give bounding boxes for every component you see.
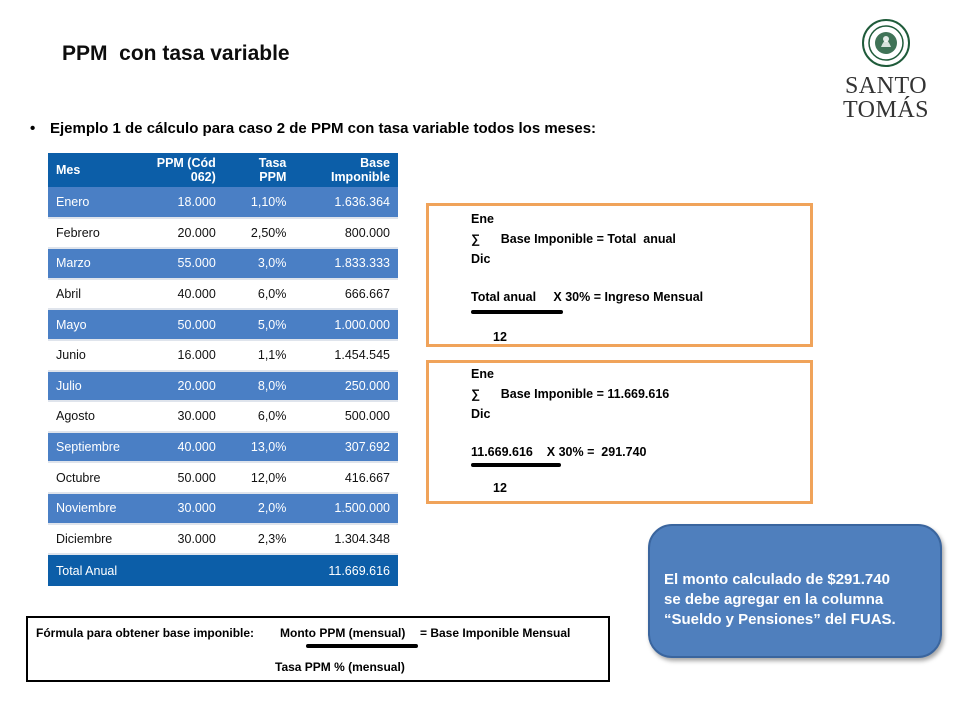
cell-ppm: 30.000 (128, 401, 224, 432)
table-row (48, 524, 398, 555)
table-row (48, 309, 398, 340)
logo-text-tomas: TOMÁS (842, 97, 930, 123)
box1-denominator: 12 (493, 330, 507, 344)
col-header-tasa: Tasa PPM (224, 153, 295, 187)
box1-numerator: Total anual X 30% = Ingreso Mensual (471, 290, 704, 304)
cell-base: 416.667 (294, 462, 398, 493)
cell-base: 1.833.333 (294, 248, 398, 279)
cell-mes: Septiembre (48, 432, 128, 463)
cell-ppm: 50.000 (128, 462, 224, 493)
table-header-row (48, 153, 398, 187)
callout-line-1: El monto calculado de $291.740 (664, 571, 890, 588)
box1-sum-line: ∑ Base Imponible = Total anual (471, 232, 676, 246)
cell-mes: Noviembre (48, 493, 128, 524)
cell-tasa: 2,50% (224, 218, 295, 249)
cell-base: 1.500.000 (294, 493, 398, 524)
cell-tasa: 6,0% (224, 279, 295, 310)
cell-base: 666.667 (294, 279, 398, 310)
cell-mes: Diciembre (48, 524, 128, 555)
table-row (48, 401, 398, 432)
callout-line-2: se debe agregar en la columna (664, 591, 884, 608)
cell-ppm: 40.000 (128, 279, 224, 310)
col-header-mes: Mes (48, 153, 128, 187)
formula-numerator: Monto PPM (mensual) (280, 626, 406, 640)
cell-mes: Agosto (48, 401, 128, 432)
cell-mes: Mayo (48, 309, 128, 340)
cell-base: 1.000.000 (294, 309, 398, 340)
cell-base: 1.454.545 (294, 340, 398, 371)
col-header-ppm: PPM (Cód 062) (128, 153, 224, 187)
cell-ppm: 40.000 (128, 432, 224, 463)
cell-tasa: 3,0% (224, 248, 295, 279)
bullet-text: Ejemplo 1 de cálculo para caso 2 de PPM con tasa variable todos los meses: (50, 120, 597, 137)
formula-box-example (426, 360, 813, 504)
table-row (48, 248, 398, 279)
result-callout (648, 524, 942, 658)
cell-ppm: 18.000 (128, 187, 224, 218)
cell-ppm: 16.000 (128, 340, 224, 371)
ppm-table-container (48, 153, 398, 579)
cell-tasa: 13,0% (224, 432, 295, 463)
example-bullet (30, 120, 596, 137)
cell-base: 250.000 (294, 371, 398, 402)
cell-base: 800.000 (294, 218, 398, 249)
formula-equals: = Base Imponible Mensual (420, 626, 571, 640)
cell-ppm: 50.000 (128, 309, 224, 340)
box1-dic: Dic (471, 252, 491, 266)
cell-ppm: 20.000 (128, 371, 224, 402)
cell-tasa: 6,0% (224, 401, 295, 432)
cell-tasa: 1,1% (224, 340, 295, 371)
table-row (48, 493, 398, 524)
cell-tasa: 2,3% (224, 524, 295, 555)
table-row (48, 340, 398, 371)
cell-ppm: 20.000 (128, 218, 224, 249)
cell-base: 1.636.364 (294, 187, 398, 218)
cell-mes: Enero (48, 187, 128, 218)
box2-sum-line: ∑ Base Imponible = 11.669.616 (471, 387, 670, 401)
callout-line-3: “Sueldo y Pensiones” del FUAS. (664, 611, 896, 628)
cell-base: 500.000 (294, 401, 398, 432)
slide-title: PPM con tasa variable (62, 42, 290, 65)
box2-dic: Dic (471, 407, 491, 421)
formula-denominator: Tasa PPM % (mensual) (275, 660, 405, 674)
cell-total-tasa (224, 554, 295, 586)
base-imponible-formula-box (26, 616, 610, 682)
cell-mes: Abril (48, 279, 128, 310)
cell-ppm: 55.000 (128, 248, 224, 279)
table-row (48, 279, 398, 310)
cell-total-base: 11.669.616 (294, 554, 398, 586)
col-header-base: Base Imponible (294, 153, 398, 187)
university-seal-icon (861, 18, 911, 68)
cell-mes: Junio (48, 340, 128, 371)
cell-ppm: 30.000 (128, 493, 224, 524)
table-row (48, 432, 398, 463)
box1-ene: Ene (471, 212, 494, 226)
cell-tasa: 12,0% (224, 462, 295, 493)
ppm-table (48, 153, 398, 586)
logo-text-santo: SANTO (844, 73, 928, 99)
cell-ppm: 30.000 (128, 524, 224, 555)
formula-fraction-bar (306, 644, 418, 648)
cell-mes: Julio (48, 371, 128, 402)
box1-fraction-bar (471, 310, 563, 314)
table-row (48, 218, 398, 249)
table-row (48, 187, 398, 218)
cell-tasa: 1,10% (224, 187, 295, 218)
cell-tasa: 2,0% (224, 493, 295, 524)
box2-fraction-bar (471, 463, 561, 467)
cell-mes: Octubre (48, 462, 128, 493)
cell-mes: Febrero (48, 218, 128, 249)
box2-ene: Ene (471, 367, 494, 381)
cell-base: 307.692 (294, 432, 398, 463)
table-total-row (48, 554, 398, 586)
box2-denominator: 12 (493, 481, 507, 495)
cell-total-ppm (128, 554, 224, 586)
table-row (48, 371, 398, 402)
santo-tomas-logo (836, 18, 936, 130)
box2-numerator: 11.669.616 X 30% = 291.740 (471, 445, 647, 459)
cell-mes: Marzo (48, 248, 128, 279)
formula-box-general (426, 203, 813, 347)
cell-base: 1.304.348 (294, 524, 398, 555)
cell-total-label: Total Anual (48, 554, 128, 586)
cell-tasa: 5,0% (224, 309, 295, 340)
cell-tasa: 8,0% (224, 371, 295, 402)
table-row (48, 462, 398, 493)
bullet-symbol: • (30, 120, 36, 137)
formula-label: Fórmula para obtener base imponible: (36, 626, 255, 640)
